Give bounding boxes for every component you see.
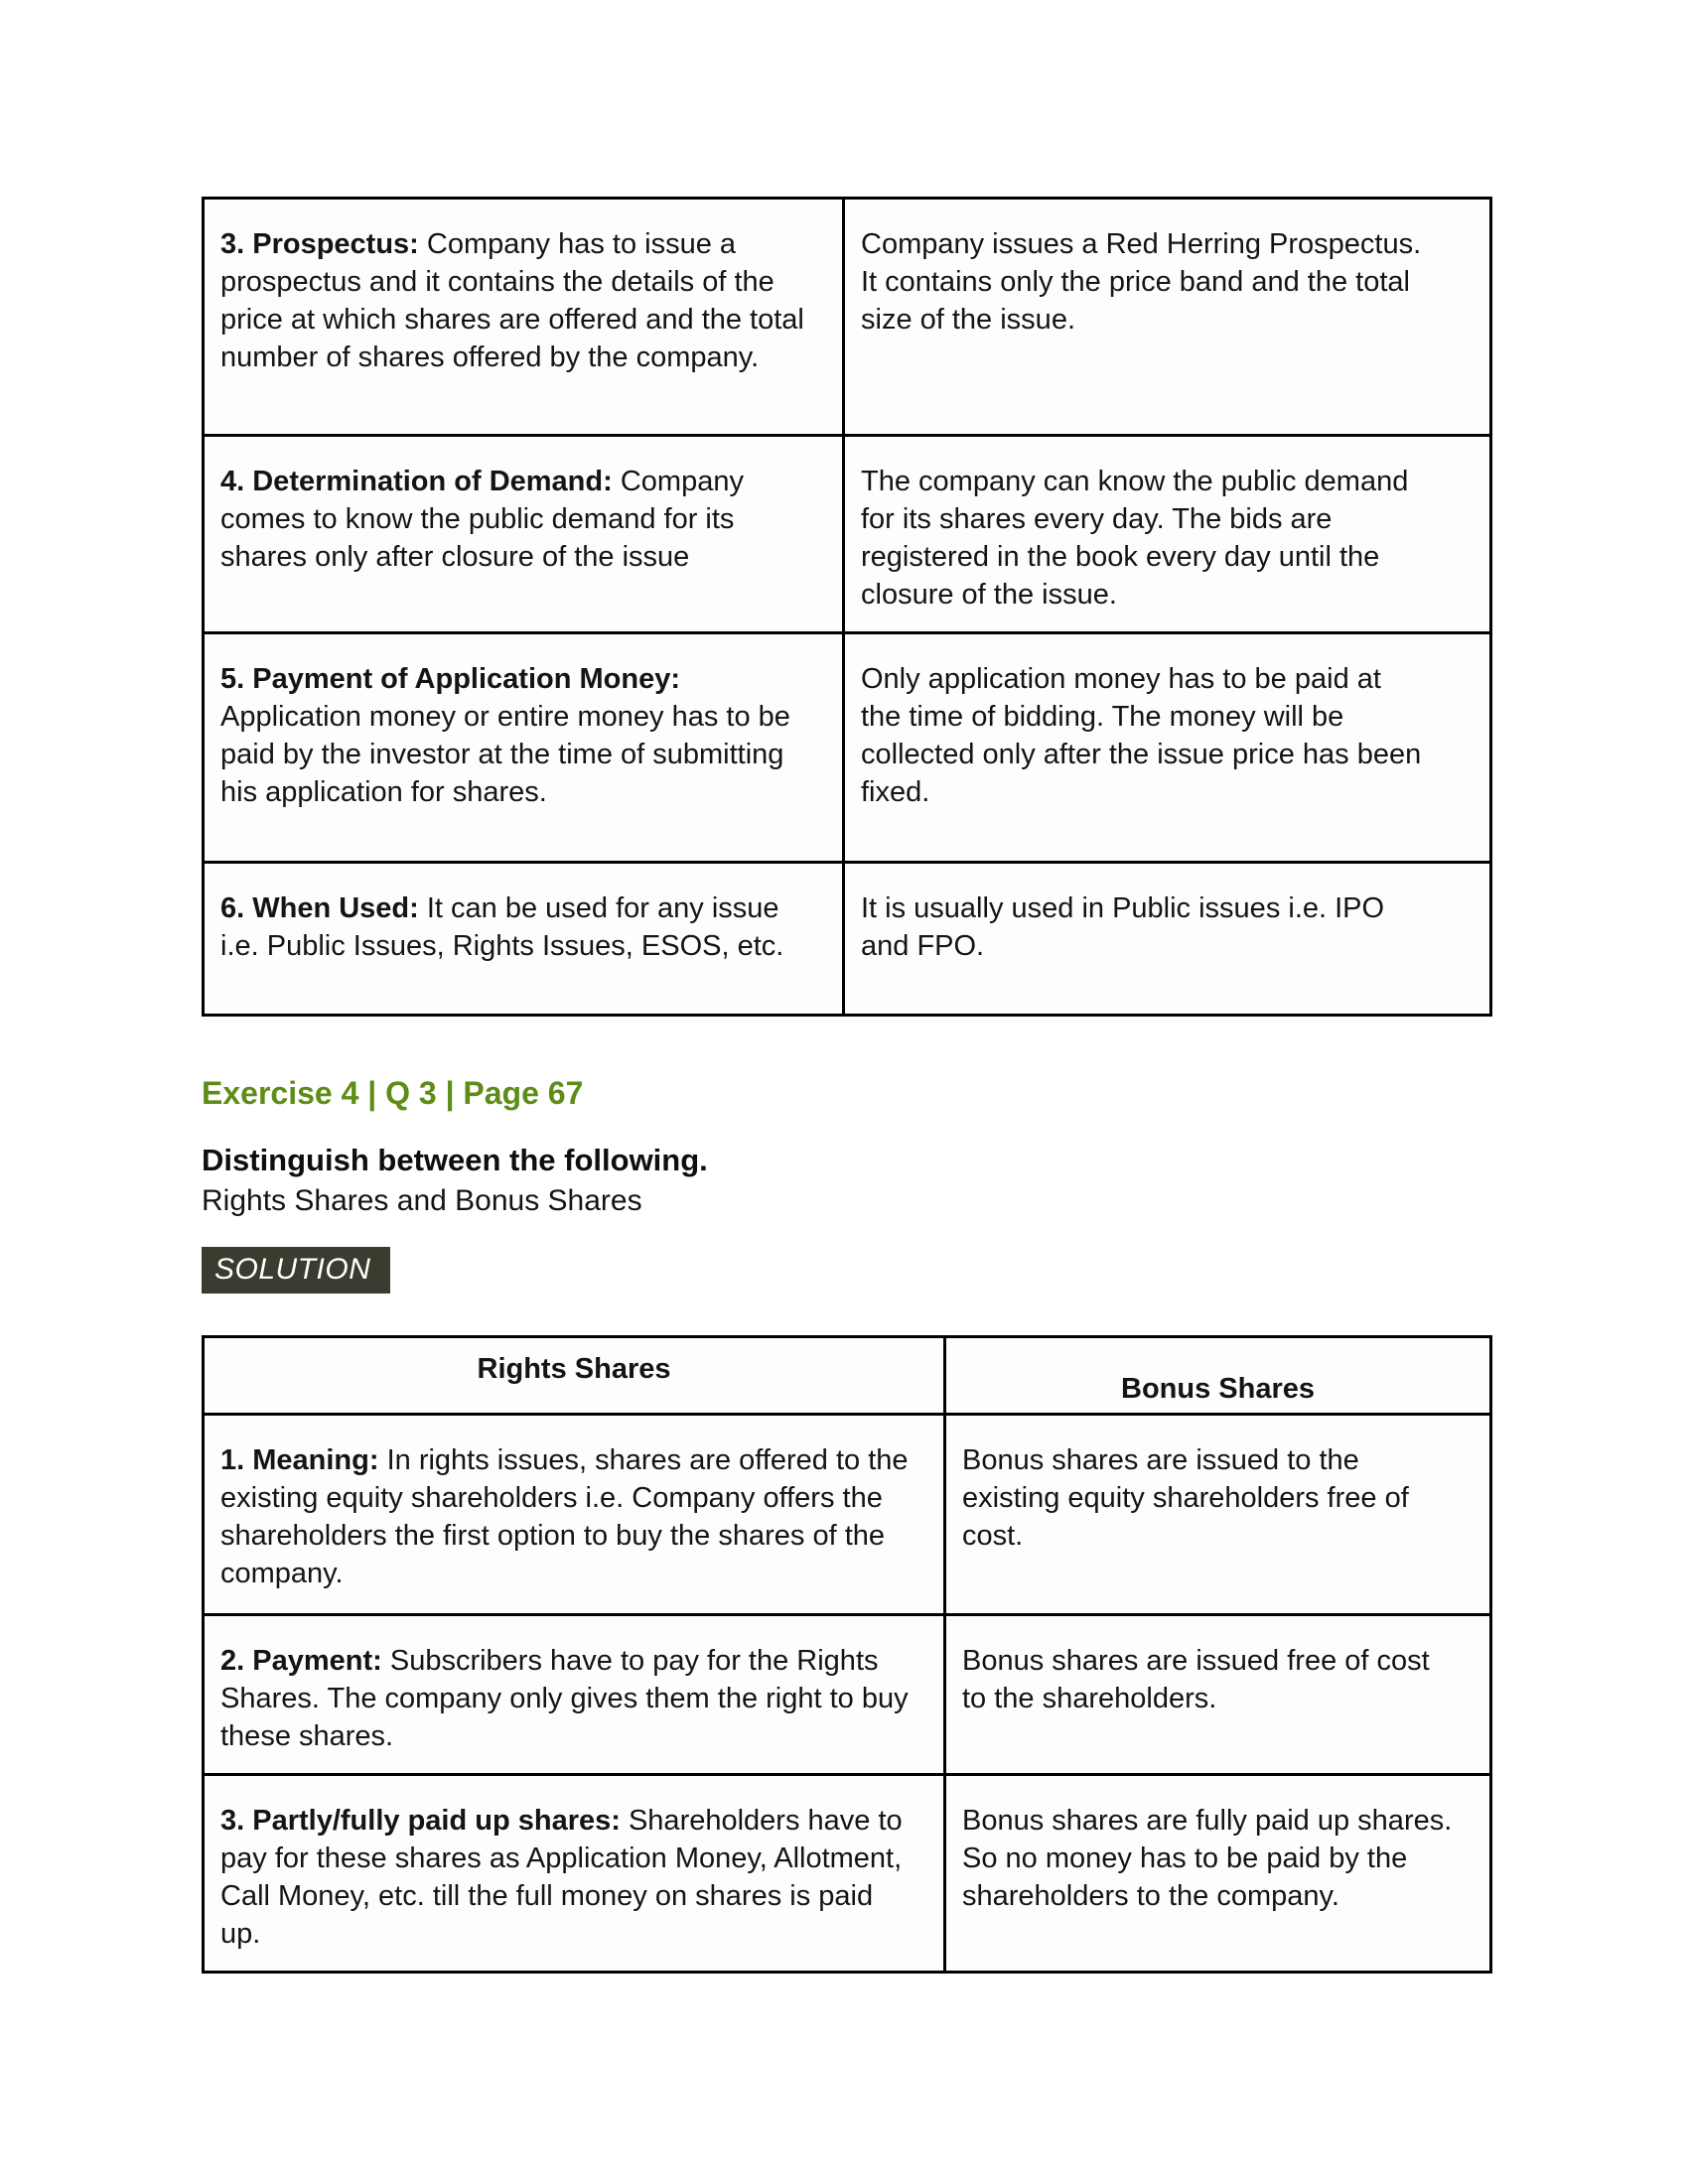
row-definition: Shareholders have to pay for these shares as Application Money, Allotment, Call Money, etc. till the full money on shares is paid up.: [220, 1805, 903, 1950]
table-row: [204, 1775, 1491, 1973]
row-comparison: Bonus shares are fully paid up shares. So no money has to be paid by the shareholders to the company.: [962, 1805, 1453, 1912]
row-definition: Application money or entire money has to be paid by the investor at the time of submitting his application for shares.: [220, 701, 790, 808]
comparison-table-top: [202, 197, 1492, 1017]
row-comparison: Company issues a Red Herring Prospectus. It contains only the price band and the total size of the issue.: [861, 228, 1422, 336]
table-row: [204, 436, 1491, 633]
row-definition: It can be used for any issue i.e. Public Issues, Rights Issues, ESOS, etc.: [220, 892, 784, 962]
table-cell-right: [945, 1775, 1491, 1973]
table-row: [204, 863, 1491, 1016]
row-term: 2. Payment:: [220, 1645, 382, 1677]
row-term: 6. When Used:: [220, 892, 419, 924]
table-cell-left: [204, 633, 844, 863]
table-cell-left: [204, 1775, 945, 1973]
row-term: 4. Determination of Demand:: [220, 466, 613, 497]
solution-label: SOLUTION: [202, 1247, 390, 1294]
table-cell-right: [844, 436, 1491, 633]
table-header-row: [204, 1337, 1491, 1415]
row-definition: Company comes to know the public demand for its shares only after closure of the issue: [220, 466, 744, 573]
table-cell-left: [204, 863, 844, 1016]
table-cell-left: [204, 199, 844, 436]
table-cell-right: [945, 1615, 1491, 1775]
question-title: Distinguish between the following.: [202, 1143, 708, 1177]
row-term: 1. Meaning:: [220, 1444, 379, 1476]
table-cell-left: [204, 436, 844, 633]
table-cell-right: [844, 199, 1491, 436]
row-definition: Subscribers have to pay for the Rights Shares. The company only gives them the right to buy these shares.: [220, 1645, 909, 1752]
column-header-bonus-shares: Bonus Shares: [945, 1337, 1491, 1415]
question-subtitle: Rights Shares and Bonus Shares: [202, 1184, 642, 1217]
row-definition: Company has to issue a prospectus and it contains the details of the price at which shares are offered and the total number of shares offered by the company.: [220, 228, 804, 373]
row-comparison: Bonus shares are issued to the existing equity shareholders free of cost.: [962, 1444, 1409, 1552]
row-comparison: It is usually used in Public issues i.e. IPO and FPO.: [861, 892, 1385, 962]
row-comparison: Only application money has to be paid at the time of bidding. The money will be collected only after the issue price has been fixed.: [861, 663, 1422, 808]
table-row: [204, 633, 1491, 863]
exercise-breadcrumb[interactable]: Exercise 4 | Q 3 | Page 67: [202, 1075, 584, 1111]
table-row: [204, 1615, 1491, 1775]
table-cell-right: [945, 1415, 1491, 1615]
table-cell-right: [844, 863, 1491, 1016]
table-cell-right: [844, 633, 1491, 863]
row-term: 3. Partly/fully paid up shares:: [220, 1805, 621, 1837]
column-header-rights-shares: Rights Shares: [204, 1337, 945, 1415]
table-cell-left: [204, 1415, 945, 1615]
table-cell-left: [204, 1615, 945, 1775]
table-row: [204, 1415, 1491, 1615]
table-row: [204, 199, 1491, 436]
row-comparison: The company can know the public demand for its shares every day. The bids are registered in the book every day until the closure of the issue.: [861, 466, 1409, 611]
row-term: 3. Prospectus:: [220, 228, 419, 260]
document-page: [202, 0, 1492, 1974]
row-comparison: Bonus shares are issued free of cost to the shareholders.: [962, 1645, 1430, 1714]
row-term: 5. Payment of Application Money:: [220, 663, 680, 695]
comparison-table-rights-vs-bonus: [202, 1335, 1492, 1974]
row-definition: In rights issues, shares are offered to the existing equity shareholders i.e. Company offers the shareholders the first option to buy the shares of the company.: [220, 1444, 909, 1589]
